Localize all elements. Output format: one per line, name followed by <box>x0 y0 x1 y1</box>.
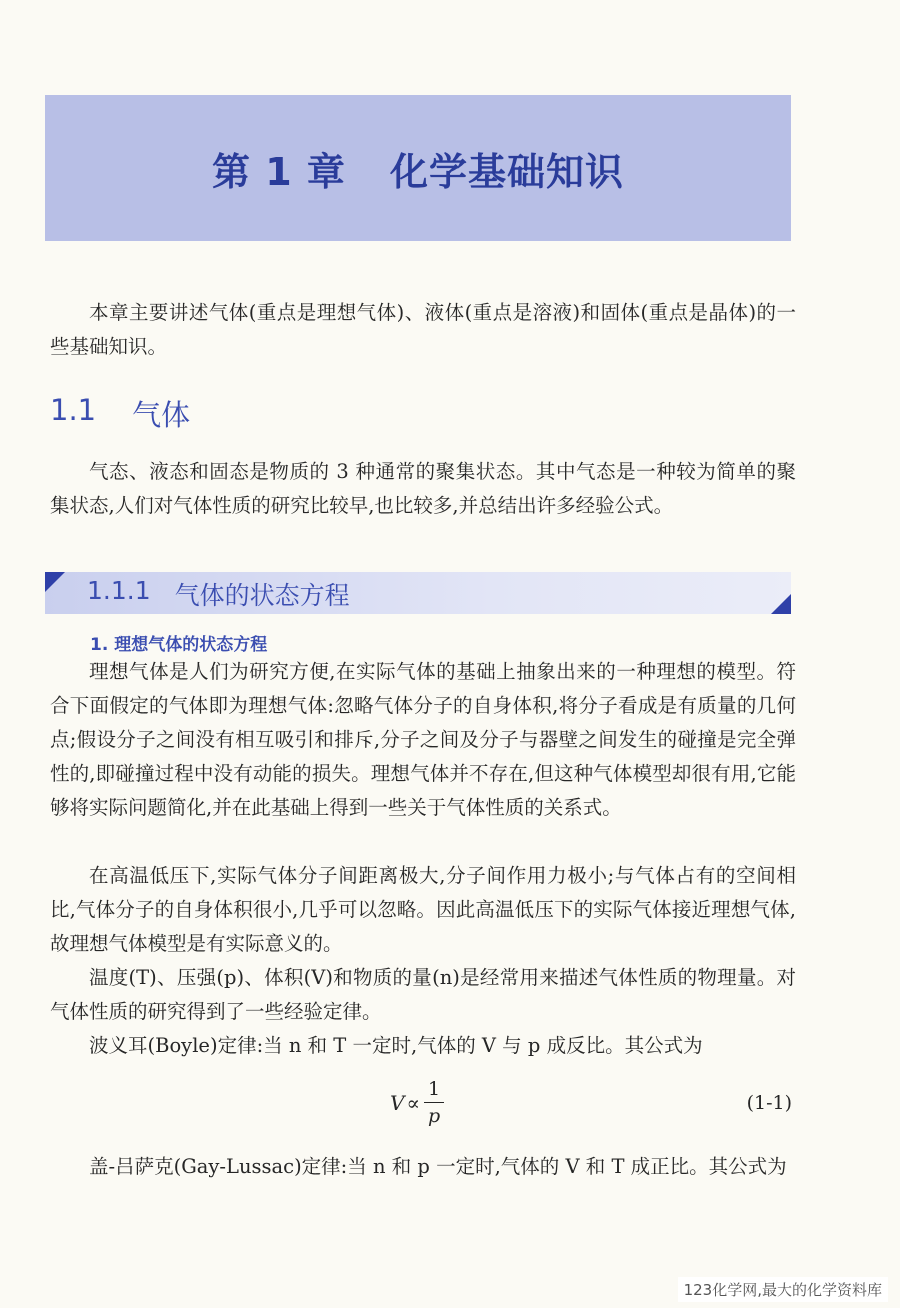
section-title: 气体 <box>132 398 191 432</box>
corner-triangle-icon <box>45 572 65 592</box>
body-paragraph-gay-lussac: 盖-吕萨克(Gay-Lussac)定律:当 n 和 p 一定时,气体的 V 和 T 成正比。其公式为 <box>89 1155 787 1178</box>
chapter-name: 化学基础知识 <box>389 149 624 194</box>
formula-lhs: V <box>390 1090 405 1115</box>
chapter-banner <box>45 95 791 241</box>
subsection-number: 1.1.1 <box>87 576 151 605</box>
boyle-formula <box>390 1078 444 1127</box>
body-paragraph-ideal-gas: 理想气体是人们为研究方便,在实际气体的基础上抽象出来的一种理想的模型。符合下面假定的气体即为理想气体:忽略气体分子的自身体积,将分子看成是有质量的几何点;假设分子之间没有相互吸引和排斥,分子之间及分子与器壁之间发生的碰撞是完全弹性的,即碰撞过程中没有动能的损失。理想气体并不存在,但这种气体模型却很有用,它能够将实际问题简化,并在此基础上得到一些关于气体性质的关系式。 <box>50 660 796 819</box>
subsubsection-heading: 1. 理想气体的状态方程 <box>90 635 268 655</box>
subsection-title: 气体的状态方程 <box>174 581 350 610</box>
formula-numerator: 1 <box>424 1078 444 1103</box>
formula-fraction <box>424 1078 444 1127</box>
section-heading <box>50 393 190 434</box>
equation-number: (1-1) <box>746 1092 792 1114</box>
chapter-number: 第 1 章 <box>212 149 346 194</box>
section-number: 1.1 <box>50 393 97 427</box>
subsection-bar <box>45 572 791 614</box>
corner-triangle-icon <box>771 594 791 614</box>
formula-relation: ∝ <box>406 1090 420 1115</box>
body-paragraph-boyle: 波义耳(Boyle)定律:当 n 和 T 一定时,气体的 V 与 p 成反比。其公式为 <box>89 1034 703 1057</box>
section-paragraph: 气态、液态和固态是物质的 3 种通常的聚集状态。其中气态是一种较为简单的聚集状态,人们对气体性质的研究比较早,也比较多,并总结出许多经验公式。 <box>50 460 796 517</box>
body-paragraph-quantities: 温度(T)、压强(p)、体积(V)和物质的量(n)是经常用来描述气体性质的物理量。对气体性质的研究得到了一些经验定律。 <box>50 966 796 1023</box>
intro-paragraph: 本章主要讲述气体(重点是理想气体)、液体(重点是溶液)和固体(重点是晶体)的一些基础知识。 <box>50 301 796 358</box>
chapter-title <box>212 141 624 196</box>
footer-watermark: 123化学网,最大的化学资料库 <box>678 1277 888 1302</box>
formula-denominator: p <box>427 1105 441 1127</box>
subsection-heading <box>87 576 350 612</box>
body-paragraph-high-temp: 在高温低压下,实际气体分子间距离极大,分子间作用力极小;与气体占有的空间相比,气体分子的自身体积很小,几乎可以忽略。因此高温低压下的实际气体接近理想气体,故理想气体模型是有实际意义的。 <box>50 864 796 955</box>
